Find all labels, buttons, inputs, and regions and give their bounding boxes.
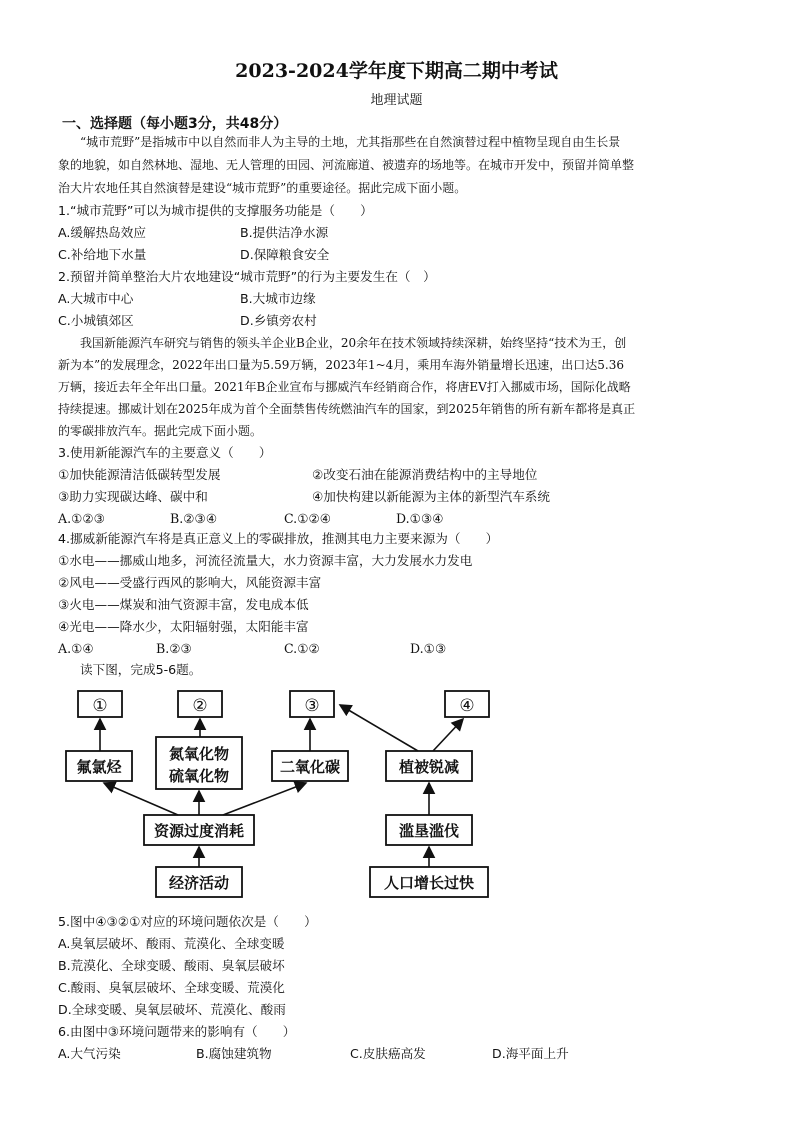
statement: ③助力实现碳达峰、碳中和 (58, 489, 208, 504)
option: A.臭氧层破坏、酸雨、荒漠化、全球变暖 (58, 936, 285, 951)
passage1-line: 象的地貌，如自然林地、湿地、无人管理的田园、河流廊道、被遗弃的场地等。在城市开发中，预留并简单整 (58, 158, 635, 172)
option: D.①③④ (396, 511, 444, 526)
option: C.小城镇郊区 (58, 313, 134, 328)
environment-flow-diagram (58, 683, 508, 903)
exam-title: 2023-2024学年度下期高二期中考试 (235, 60, 558, 82)
label-nox: 氮氧化物 (168, 745, 230, 763)
question-stem: 2.预留并简单整治大片农地建设“城市荒野”的行为主要发生在（ ） (58, 269, 436, 284)
label-veg: 植被锐减 (398, 758, 460, 776)
option: A.①②③ (58, 511, 105, 526)
option: B.②③ (156, 641, 192, 656)
label-fluoro: 氟氯烃 (76, 758, 122, 776)
option: B.荒漠化、全球变暖、酸雨、臭氧层破坏 (58, 958, 285, 973)
question-stem: 3.使用新能源汽车的主要意义（ ） (58, 445, 272, 460)
question-stem: 1.“城市荒野”可以为城市提供的支撑服务功能是（ ） (58, 203, 373, 218)
label-pop: 人口增长过快 (383, 874, 475, 892)
label-co2: 二氧化碳 (279, 758, 341, 776)
option: A.①④ (58, 641, 94, 656)
passage2-line: 新为本”的发展理念，2022年出口量为5.59万辆，2023年1~4月，乘用车海外销量增长迅速，出口达5.36 (58, 358, 624, 372)
diagram-intro: 读下图，完成5-6题。 (80, 662, 202, 677)
statement: ④加快构建以新能源为主体的新型汽车系统 (312, 489, 550, 504)
label-econ: 经济活动 (168, 874, 230, 892)
label-n1: ① (92, 696, 108, 716)
label-n3: ③ (304, 696, 320, 716)
option: C.①②④ (284, 511, 332, 526)
option: D.保障粮食安全 (240, 247, 330, 262)
passage2-line: 持续提速。挪威计划在2025年成为首个全面禁售传统燃油汽车的国家，到2025年销售的所有新车都将是真正 (58, 402, 636, 416)
statement: ②风电——受盛行西风的影响大，风能资源丰富 (58, 575, 322, 590)
option: D.①③ (410, 641, 447, 656)
option: B.大城市边缘 (240, 291, 316, 306)
option: A.大气污染 (58, 1046, 121, 1061)
option: D.乡镇旁农村 (240, 313, 317, 328)
label-deforest: 滥垦滥伐 (398, 822, 460, 840)
option: C.皮肤癌高发 (350, 1046, 426, 1061)
label-n2: ② (192, 696, 208, 716)
exam-subtitle: 地理试题 (370, 93, 423, 108)
passage1-line: 治大片农地任其自然演替是建设“城市荒野”的重要途径。据此完成下面小题。 (58, 181, 467, 195)
option: A.大城市中心 (58, 291, 134, 306)
statement: ④光电——降水少，太阳辐射强，太阳能丰富 (58, 619, 309, 634)
passage1-line: “城市荒野”是指城市中以自然而非人为主导的土地，尤其指那些在自然演替过程中植物呈现自由生长景 (80, 135, 621, 149)
passage2-line: 的零碳排放汽车。据此完成下面小题。 (58, 424, 263, 438)
statement: ①加快能源清洁低碳转型发展 (58, 467, 221, 482)
statement: ②改变石油在能源消费结构中的主导地位 (312, 467, 538, 482)
option: D.全球变暖、臭氧层破坏、荒漠化、酸雨 (58, 1002, 286, 1017)
option: C.补给地下水量 (58, 247, 147, 262)
option: B.②③④ (170, 511, 218, 526)
section-heading: 一、选择题（每小题3分，共48分） (62, 116, 288, 132)
option: A.缓解热岛效应 (58, 225, 146, 240)
option: D.海平面上升 (492, 1046, 569, 1061)
label-n4: ④ (459, 696, 475, 716)
passage2-line: 万辆，接近去年全年出口量。2021年B企业宣布与挪威汽车经销商合作，将唐EV打入挪威市场，国际化战略 (58, 380, 631, 394)
option: C.①② (284, 641, 320, 656)
option: B.提供洁净水源 (240, 225, 329, 240)
question-stem: 5.图中④③②①对应的环境问题依次是（ ） (58, 914, 317, 929)
option: B.腐蚀建筑物 (196, 1046, 272, 1061)
passage2-line: 我国新能源汽车研究与销售的领头羊企业B企业，20余年在技术领域持续深耕，始终坚持“技术为王，创 (80, 336, 627, 350)
label-overuse: 资源过度消耗 (153, 822, 245, 840)
label-sox: 硫氧化物 (168, 767, 230, 785)
statement: ①水电——挪威山地多，河流径流量大，水力资源丰富，大力发展水力发电 (58, 553, 473, 568)
question-stem: 4.挪威新能源汽车将是真正意义上的零碳排放，推测其电力主要来源为（ ） (58, 531, 499, 546)
question-stem: 6.由图中③环境问题带来的影响有（ ） (58, 1024, 296, 1039)
option: C.酸雨、臭氧层破坏、全球变暖、荒漠化 (58, 980, 285, 995)
statement: ③火电——煤炭和油气资源丰富，发电成本低 (58, 597, 309, 612)
